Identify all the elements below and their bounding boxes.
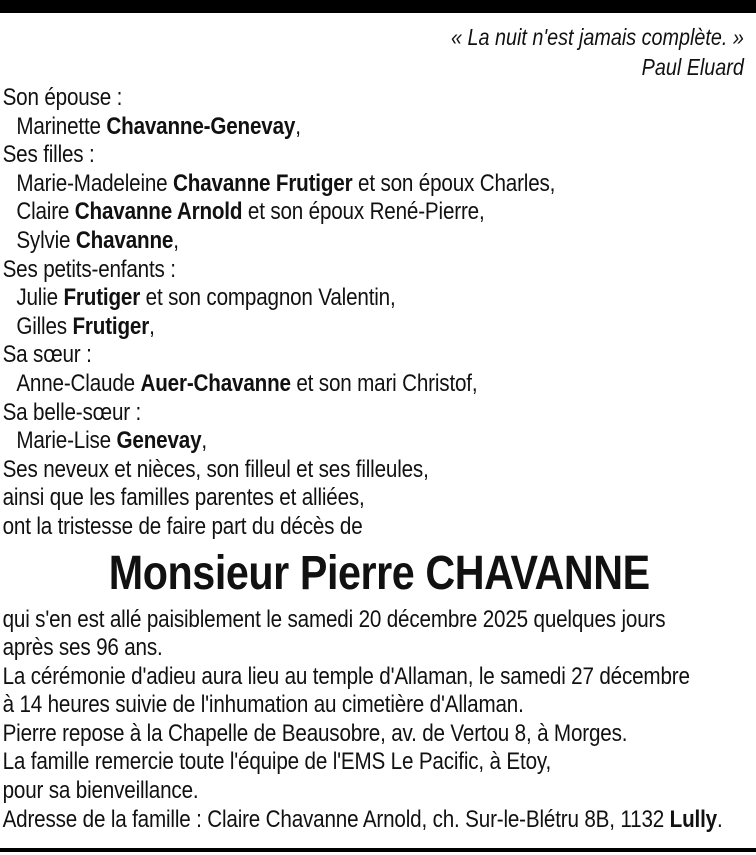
text-segment: Adresse de la famille : Claire Chavanne Arnold, ch. Sur-le-Blétru 8B, 1132 (2, 805, 670, 833)
text-line (3, 748, 756, 777)
text-segment: La famille remercie toute l'équipe de l'EMS Le Pacific, à Etoy, (2, 748, 552, 776)
text-line (3, 663, 756, 692)
text-line (3, 141, 756, 170)
text-line (3, 284, 756, 313)
text-segment: Julie (16, 284, 64, 312)
text-segment: et son époux René-Pierre, (242, 198, 485, 226)
text-segment: et son époux Charles, (352, 169, 556, 197)
text-segment: ont la tristesse de faire part du décès de (2, 512, 363, 540)
top-border-bar (0, 0, 756, 13)
text-segment: Sa sœur : (2, 341, 92, 369)
text-line (3, 634, 756, 663)
family-name-bold: Frutiger (63, 284, 141, 312)
text-segment: , (201, 427, 207, 455)
text-segment: Marinette (16, 112, 107, 140)
text-segment: Ses neveux et nièces, son filleul et ses filleules, (2, 455, 429, 483)
family-list (3, 84, 756, 542)
family-name-bold: Auer-Chavanne (140, 369, 291, 397)
text-segment: Ses filles : (2, 141, 95, 169)
announcement-text (3, 606, 756, 835)
text-line (3, 484, 756, 513)
text-line (3, 806, 756, 835)
text-line (3, 370, 756, 399)
text-segment: après ses 96 ans. (2, 634, 163, 662)
family-name-bold: Chavanne Arnold (74, 198, 243, 226)
text-line (3, 84, 756, 113)
bottom-border-bar (0, 848, 756, 852)
family-name-bold: Chavanne-Genevay (106, 112, 296, 140)
family-name-bold: Genevay (116, 427, 202, 455)
text-line (3, 513, 756, 542)
quote-author: Paul Eluard (641, 54, 744, 80)
text-segment: Pierre repose à la Chapelle de Beausobre, av. de Vertou 8, à Morges. (2, 719, 628, 747)
text-segment: pour sa bienveillance. (2, 777, 199, 805)
text-line (3, 691, 756, 720)
text-segment: , (173, 226, 179, 254)
quote-block (0, 22, 756, 82)
deceased-name-title: Monsieur Pierre CHAVANNE (108, 546, 650, 600)
text-line (3, 720, 756, 749)
family-name-bold: Chavanne (75, 226, 174, 254)
text-segment: à 14 heures suivie de l'inhumation au cimetière d'Allaman. (2, 691, 524, 719)
text-segment: , (149, 312, 155, 340)
notice-body (0, 84, 756, 834)
text-line (3, 341, 756, 370)
text-segment: La cérémonie d'adieu aura lieu au temple d'Allaman, le samedi 27 décembre (2, 662, 690, 690)
text-segment: Marie-Madeleine (16, 169, 174, 197)
text-line (3, 399, 756, 428)
text-line (3, 313, 756, 342)
text-line (3, 198, 756, 227)
text-line (3, 606, 756, 635)
text-segment: ainsi que les familles parentes et alliées, (2, 484, 365, 512)
text-segment: qui s'en est allé paisiblement le samedi 20 décembre 2025 quelques jours (2, 605, 666, 633)
text-segment: Gilles (16, 312, 73, 340)
text-segment: , (295, 112, 301, 140)
text-segment: Marie-Lise (16, 427, 117, 455)
family-name-bold: Lully (669, 805, 717, 833)
text-segment: Sa belle-sœur : (2, 398, 142, 426)
quote-text: « La nuit n'est jamais complète. » (450, 24, 744, 50)
text-segment: Sylvie (16, 226, 76, 254)
text-segment: et son mari Christof, (290, 369, 478, 397)
text-segment: et son compagnon Valentin, (140, 284, 396, 312)
text-line (3, 113, 756, 142)
text-line (3, 256, 756, 285)
text-line (3, 227, 756, 256)
text-segment: Son épouse : (2, 84, 123, 111)
text-line (3, 170, 756, 199)
text-line (3, 456, 756, 485)
family-name-bold: Frutiger (72, 312, 150, 340)
family-name-bold: Chavanne Frutiger (173, 169, 353, 197)
text-segment: Anne-Claude (16, 369, 141, 397)
text-line (3, 777, 756, 806)
text-segment: Ses petits-enfants : (2, 255, 176, 283)
text-segment: . (716, 805, 723, 833)
text-line (3, 427, 756, 456)
text-segment: Claire (16, 198, 75, 226)
